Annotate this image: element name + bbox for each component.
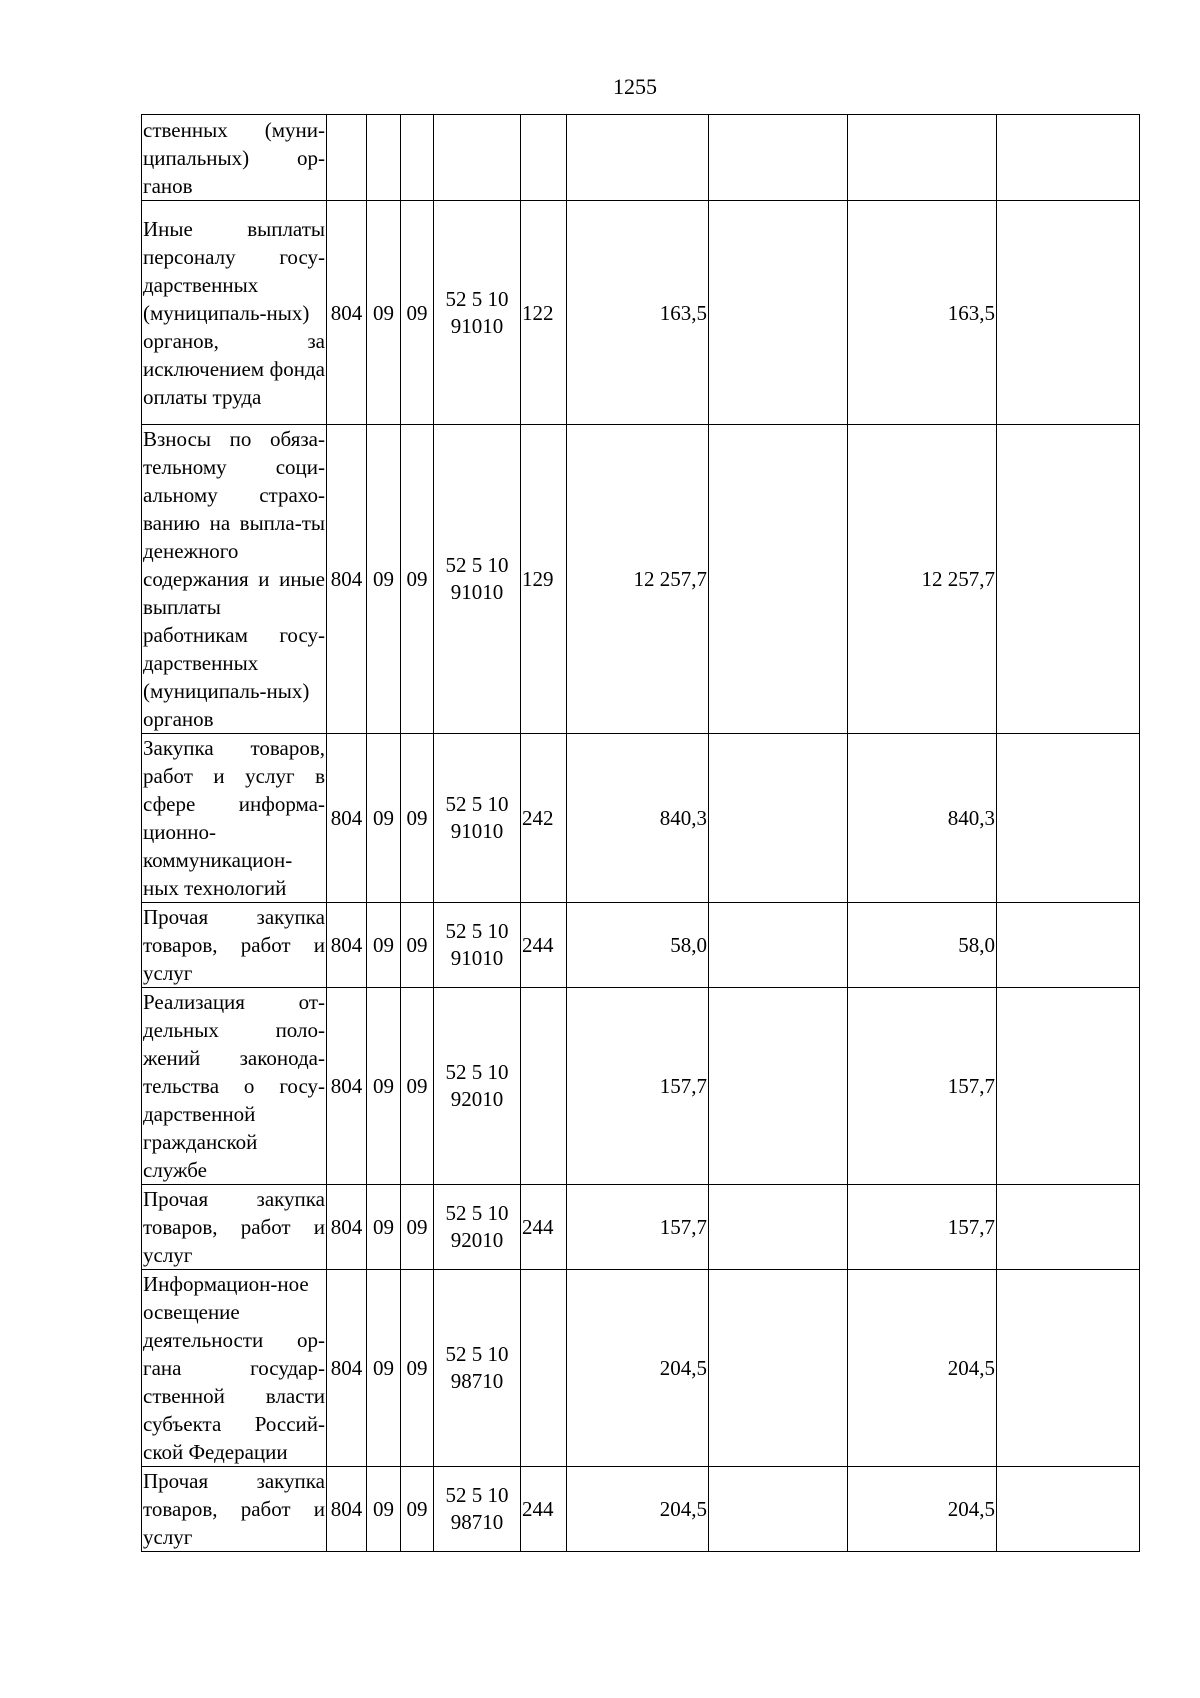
expense-type-cell xyxy=(521,988,567,1185)
item-name-cell: Иные выплаты персоналу госу-дарственных (муниципаль-ных) органов, за исключением фонда оплаты труда xyxy=(142,201,327,425)
ministry-code-cell: 804 xyxy=(327,734,367,903)
item-name-cell: Реализация от-дельных поло-жений законода-тельства о госу-дарственной гражданской службе xyxy=(142,988,327,1185)
ministry-code-cell: 804 xyxy=(327,1270,367,1467)
amount-column-4-cell xyxy=(997,988,1140,1185)
ministry-code-cell: 804 xyxy=(327,1467,367,1552)
amount-column-2-cell xyxy=(709,1185,848,1270)
budget-table xyxy=(141,114,1140,1552)
total-amount-cell: 58,0 xyxy=(567,903,709,988)
section-code-cell: 09 xyxy=(367,988,401,1185)
ministry-code-cell: 804 xyxy=(327,1185,367,1270)
expense-type-cell: 242 xyxy=(521,734,567,903)
ministry-code-cell: 804 xyxy=(327,201,367,425)
total-amount-cell: 12 257,7 xyxy=(567,425,709,734)
amount-column-2-cell xyxy=(709,903,848,988)
section-code-cell xyxy=(367,115,401,201)
target-article-line-2: 91010 xyxy=(450,946,504,970)
subsection-code-cell: 09 xyxy=(401,903,434,988)
target-article-line-1: 52 5 10 xyxy=(445,553,509,577)
ministry-code-cell: 804 xyxy=(327,903,367,988)
amount-column-2-cell xyxy=(709,425,848,734)
amount-column-2-cell xyxy=(709,734,848,903)
subsection-code-cell: 09 xyxy=(401,1467,434,1552)
target-article-line-1: 52 5 10 xyxy=(445,286,509,311)
target-article-cell xyxy=(434,425,521,734)
table-row xyxy=(142,1270,1140,1467)
total-amount-cell: 204,5 xyxy=(567,1270,709,1467)
total-amount-cell: 840,3 xyxy=(567,734,709,903)
amount-column-2-cell xyxy=(709,988,848,1185)
table-row xyxy=(142,903,1140,988)
table-row xyxy=(142,1185,1140,1270)
target-article-line-2: 91010 xyxy=(450,580,504,604)
table-row xyxy=(142,115,1140,201)
amount-column-4-cell xyxy=(997,425,1140,734)
amount-column-3-cell: 157,7 xyxy=(848,988,997,1185)
amount-column-4-cell xyxy=(997,1270,1140,1467)
section-code-cell: 09 xyxy=(367,425,401,734)
target-article-line-2: 92010 xyxy=(450,1087,504,1111)
item-name-cell: Прочая закупка товаров, работ и услуг xyxy=(142,1185,327,1270)
table-row xyxy=(142,425,1140,734)
table-row xyxy=(142,1467,1140,1552)
item-name-cell: Закупка товаров, работ и услуг в сфере информа-ционно-коммуникацион-ных технологий xyxy=(142,734,327,903)
section-code-cell: 09 xyxy=(367,903,401,988)
subsection-code-cell: 09 xyxy=(401,1270,434,1467)
item-name-cell: Прочая закупка товаров, работ и услуг xyxy=(142,903,327,988)
amount-column-3-cell: 204,5 xyxy=(848,1270,997,1467)
expense-type-cell xyxy=(521,115,567,201)
target-article-cell xyxy=(434,1467,521,1552)
expense-type-cell: 122 xyxy=(521,201,567,425)
expense-type-cell xyxy=(521,1270,567,1467)
target-article-line-2: 91010 xyxy=(450,819,504,843)
ministry-code-cell: 804 xyxy=(327,425,367,734)
target-article-line-2: 92010 xyxy=(450,1228,504,1252)
total-amount-cell: 157,7 xyxy=(567,1185,709,1270)
amount-column-2-cell xyxy=(709,1270,848,1467)
amount-column-3-cell: 58,0 xyxy=(848,903,997,988)
expense-type-cell: 244 xyxy=(521,1185,567,1270)
target-article-line-2: 91010 xyxy=(450,313,504,338)
target-article-cell xyxy=(434,903,521,988)
amount-column-4-cell xyxy=(997,734,1140,903)
target-article-line-1: 52 5 10 xyxy=(445,1201,509,1225)
amount-column-4-cell xyxy=(997,201,1140,425)
amount-column-3-cell xyxy=(848,115,997,201)
target-article-cell xyxy=(434,201,521,425)
ministry-code-cell xyxy=(327,115,367,201)
target-article-cell xyxy=(434,115,521,201)
amount-column-2-cell xyxy=(709,115,848,201)
section-code-cell: 09 xyxy=(367,1467,401,1552)
target-article-cell xyxy=(434,734,521,903)
subsection-code-cell: 09 xyxy=(401,425,434,734)
target-article-line-1: 52 5 10 xyxy=(445,792,509,816)
subsection-code-cell: 09 xyxy=(401,201,434,425)
amount-column-3-cell: 157,7 xyxy=(848,1185,997,1270)
total-amount-cell xyxy=(567,115,709,201)
amount-column-2-cell xyxy=(709,1467,848,1552)
subsection-code-cell: 09 xyxy=(401,1185,434,1270)
table-row xyxy=(142,734,1140,903)
table-row xyxy=(142,201,1140,425)
amount-column-3-cell: 12 257,7 xyxy=(848,425,997,734)
target-article-cell xyxy=(434,1270,521,1467)
target-article-cell xyxy=(434,1185,521,1270)
target-article-line-2: 98710 xyxy=(450,1510,504,1534)
item-name-cell: Прочая закупка товаров, работ и услуг xyxy=(142,1467,327,1552)
budget-table-body xyxy=(142,115,1140,1552)
target-article-line-2: 98710 xyxy=(450,1369,504,1393)
amount-column-3-cell: 204,5 xyxy=(848,1467,997,1552)
amount-column-3-cell: 840,3 xyxy=(848,734,997,903)
target-article-line-1: 52 5 10 xyxy=(445,1342,509,1366)
total-amount-cell: 204,5 xyxy=(567,1467,709,1552)
total-amount-cell: 157,7 xyxy=(567,988,709,1185)
amount-column-2-cell xyxy=(709,201,848,425)
total-amount-cell: 163,5 xyxy=(567,201,709,425)
expense-type-cell: 244 xyxy=(521,1467,567,1552)
section-code-cell: 09 xyxy=(367,734,401,903)
target-article-line-1: 52 5 10 xyxy=(445,1060,509,1084)
target-article-line-1: 52 5 10 xyxy=(445,1483,509,1507)
subsection-code-cell xyxy=(401,115,434,201)
amount-column-4-cell xyxy=(997,115,1140,201)
amount-column-4-cell xyxy=(997,903,1140,988)
section-code-cell: 09 xyxy=(367,1270,401,1467)
target-article-cell xyxy=(434,988,521,1185)
amount-column-4-cell xyxy=(997,1185,1140,1270)
section-code-cell: 09 xyxy=(367,201,401,425)
expense-type-cell: 129 xyxy=(521,425,567,734)
subsection-code-cell: 09 xyxy=(401,734,434,903)
section-code-cell: 09 xyxy=(367,1185,401,1270)
table-row xyxy=(142,988,1140,1185)
ministry-code-cell: 804 xyxy=(327,988,367,1185)
expense-type-cell: 244 xyxy=(521,903,567,988)
amount-column-4-cell xyxy=(997,1467,1140,1552)
subsection-code-cell: 09 xyxy=(401,988,434,1185)
amount-column-3-cell: 163,5 xyxy=(848,201,997,425)
page-number: 1255 xyxy=(613,74,657,99)
item-name-cell: Информацион-ное освещение деятельности ор-гана государ-ственной власти субъекта Россий-ской Федерации xyxy=(142,1270,327,1467)
item-name-cell: Взносы по обяза-тельному соци-альному страхо-ванию на выпла-ты денежного содержания и иные выплаты работникам госу-дарственных (муниципаль-ных) органов xyxy=(142,425,327,734)
item-name-cell: ственных (муни-ципальных) ор-ганов xyxy=(142,115,327,201)
target-article-line-1: 52 5 10 xyxy=(445,919,509,943)
